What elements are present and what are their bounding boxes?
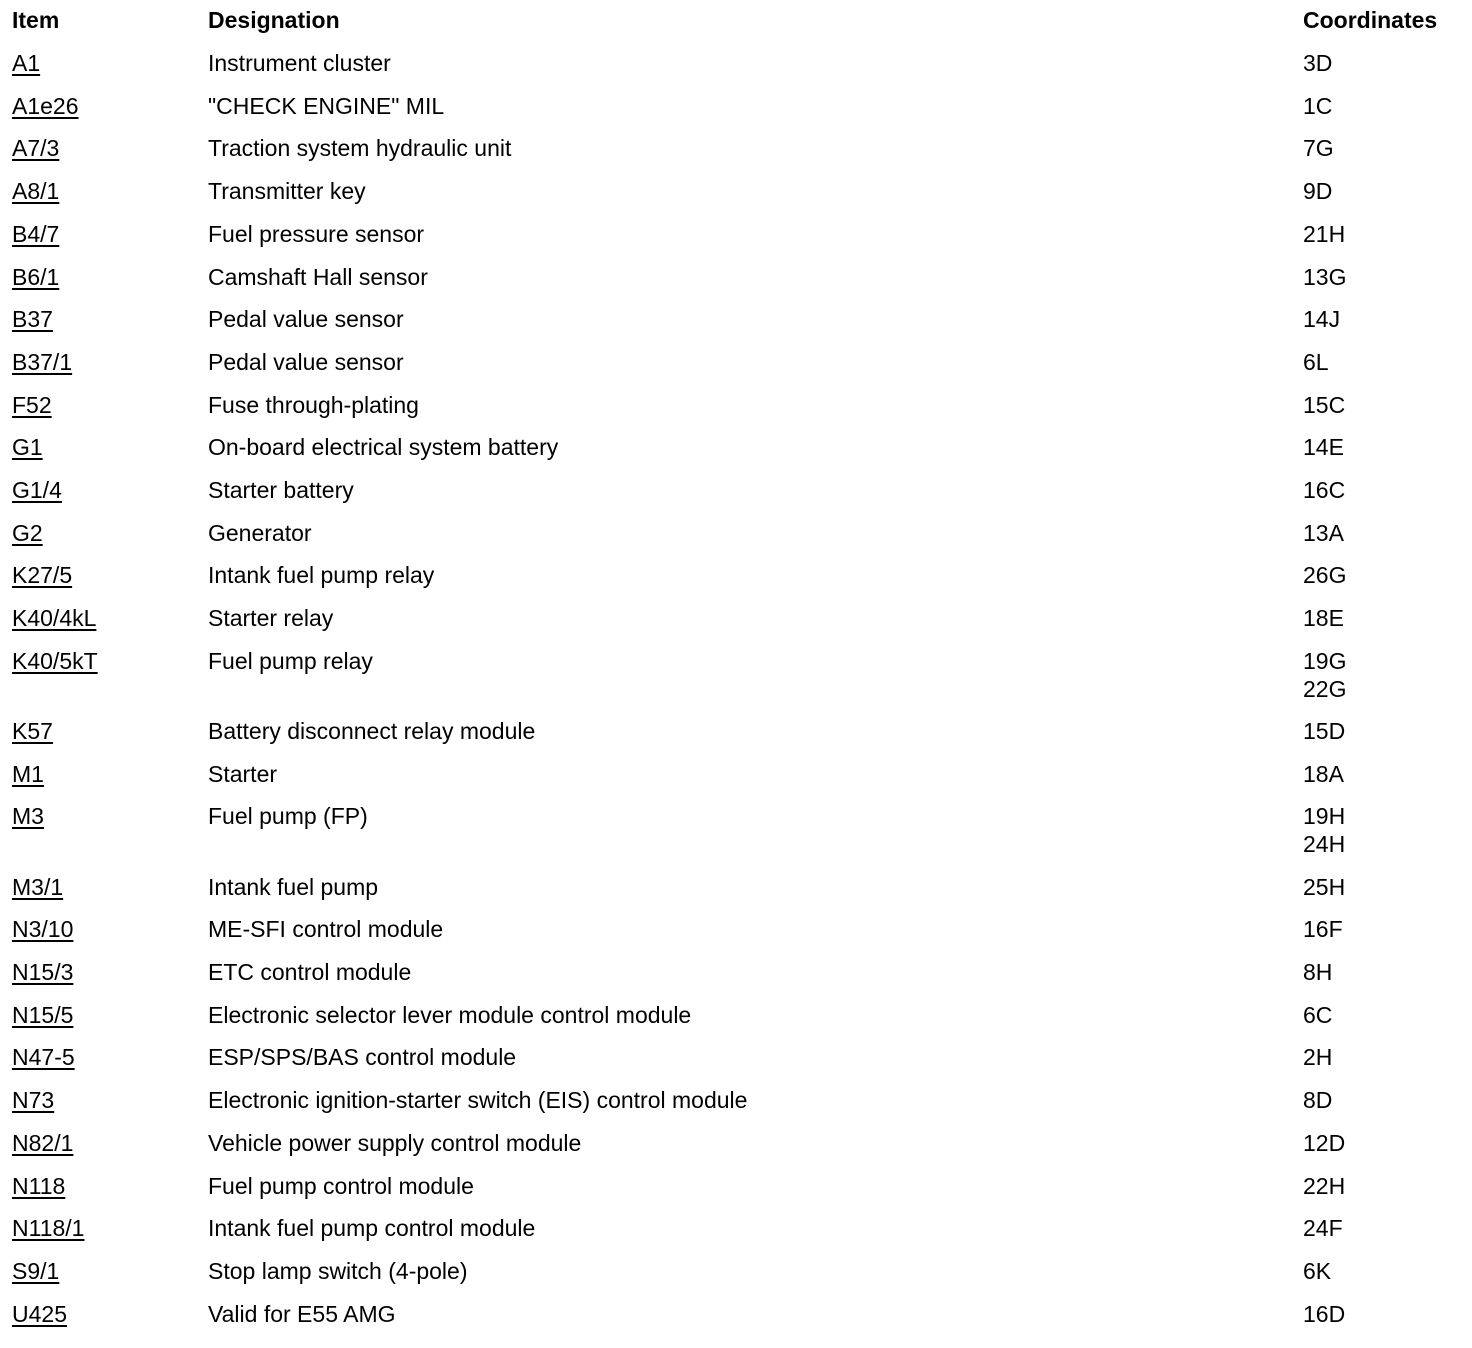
designation-cell: Valid for E55 AMG [208,1301,396,1327]
item-cell [12,134,59,162]
item-cell [12,49,40,77]
designation-cell: Traction system hydraulic unit [208,135,512,161]
designation-cell: ME-SFI control module [208,916,444,942]
item-link[interactable]: N15/5 [12,1002,74,1028]
designation-cell: ESP/SPS/BAS control module [208,1044,517,1070]
coordinate-value: 6C [1303,1002,1333,1028]
designation-cell: Starter relay [208,605,334,631]
item-link[interactable]: N3/10 [12,916,74,942]
coordinates-cell [1303,433,1344,461]
item-cell [12,760,44,788]
designation-cell: Fuel pressure sensor [208,221,425,247]
item-cell [12,1001,73,1029]
coordinate-value: 21H [1303,221,1346,247]
coordinate-value: 13A [1303,520,1344,546]
item-cell [12,177,59,205]
item-cell [12,391,52,419]
designation-cell: Fuel pump (FP) [208,803,368,829]
coordinates-cell [1303,476,1345,504]
coordinate-value: 18A [1303,761,1344,787]
designation-cell: ETC control module [208,959,412,985]
item-link[interactable]: N82/1 [12,1130,74,1156]
item-cell [12,220,59,248]
item-cell [12,519,43,547]
designation-cell: Vehicle power supply control module [208,1130,582,1156]
item-cell [12,915,73,943]
coordinates-cell [1303,1257,1331,1285]
item-cell [12,604,96,632]
designation-cell: On-board electrical system battery [208,434,559,460]
item-link[interactable]: B6/1 [12,264,60,290]
coordinate-value: 16F [1303,916,1343,942]
coordinate-value: 8H [1303,959,1333,985]
coordinates-cell [1303,1172,1345,1200]
coordinates-cell [1303,717,1345,745]
designation-cell: Starter battery [208,477,354,503]
item-link[interactable]: K40/5kT [12,648,98,674]
coordinates-cell [1303,958,1332,986]
item-link[interactable]: N118/1 [12,1215,85,1241]
item-cell [12,1129,73,1157]
header-designation: Designation [208,7,340,33]
coordinates-cell [1303,263,1346,291]
coordinate-value: 3D [1303,50,1333,76]
designation-cell: Electronic selector lever module control module [208,1002,692,1028]
item-cell [12,1172,65,1200]
item-link[interactable]: B4/7 [12,221,60,247]
coordinates-cell [1303,1129,1345,1157]
item-link[interactable]: N118 [12,1173,66,1199]
designation-cell: Stop lamp switch (4-pole) [208,1258,468,1284]
item-link[interactable]: A7/3 [12,135,60,161]
designation-cell: Intank fuel pump [208,874,379,900]
item-link[interactable]: F52 [12,392,52,418]
item-link[interactable]: A8/1 [12,178,60,204]
designation-cell: Electronic ignition-starter switch (EIS) control module [208,1087,748,1113]
designation-cell: Battery disconnect relay module [208,718,536,744]
coordinate-value: 6L [1303,349,1329,375]
coordinate-value: 6K [1303,1258,1332,1284]
designation-cell: Camshaft Hall sensor [208,264,428,290]
designation-cell: Intank fuel pump relay [208,562,435,588]
coordinate-value: 8D [1303,1087,1333,1113]
coordinates-cell [1303,220,1345,248]
header-coordinates: Coordinates [1303,7,1438,33]
designation-cell: Pedal value sensor [208,349,404,375]
coordinate-value: 16D [1303,1301,1346,1327]
coordinate-value: 19H [1303,803,1346,829]
coordinates-cell [1303,92,1332,120]
coordinates-cell [1303,391,1345,419]
designation-cell: Fuel pump control module [208,1173,474,1199]
coordinates-cell [1303,802,1345,858]
designation-cell: Starter [208,761,278,787]
coordinate-value: 7G [1303,135,1334,161]
item-link[interactable]: G1/4 [12,477,62,503]
item-link[interactable]: B37 [12,306,53,332]
item-cell [12,647,98,675]
designation-cell: Pedal value sensor [208,306,404,332]
item-link[interactable]: M3/1 [12,874,64,900]
coordinates-cell [1303,1043,1332,1071]
item-cell [12,561,72,589]
coordinate-value: 22G [1303,676,1347,702]
coordinates-cell [1303,915,1343,943]
item-cell [12,1043,75,1071]
coordinate-value: 15C [1303,392,1346,418]
item-link[interactable]: N15/3 [12,959,74,985]
coordinate-value: 24H [1303,831,1346,857]
coordinate-value: 12D [1303,1130,1346,1156]
item-cell [12,1257,59,1285]
item-cell [12,305,53,333]
item-cell [12,1214,84,1242]
coordinate-value: 2H [1303,1044,1333,1070]
coordinates-cell [1303,134,1334,162]
item-link[interactable]: G1 [12,434,43,460]
coordinates-cell [1303,49,1332,77]
designation-cell: Instrument cluster [208,50,391,76]
coordinates-cell [1303,519,1344,547]
item-link[interactable]: K27/5 [12,562,73,588]
item-link[interactable]: N73 [12,1087,55,1113]
item-cell [12,717,53,745]
item-cell [12,873,63,901]
item-link[interactable]: G2 [12,520,43,546]
item-link[interactable]: N47-5 [12,1044,75,1070]
coordinates-cell [1303,604,1344,632]
coordinate-value: 22H [1303,1173,1346,1199]
item-cell [12,476,62,504]
item-link[interactable]: A1e26 [12,93,79,119]
designation-cell: Fuel pump relay [208,648,373,674]
designation-cell: Transmitter key [208,178,366,204]
coordinate-value: 15D [1303,718,1346,744]
coordinates-cell [1303,1300,1345,1328]
designation-cell: "CHECK ENGINE" MIL [208,93,445,119]
coordinate-value: 14E [1303,434,1344,460]
item-link[interactable]: S9/1 [12,1258,60,1284]
header-item: Item [12,7,60,33]
item-link[interactable]: K57 [12,718,53,744]
designation-cell: Fuse through-plating [208,392,419,418]
coordinates-cell [1303,177,1332,205]
coordinates-cell [1303,1001,1332,1029]
item-cell [12,92,79,120]
designation-cell: Intank fuel pump control module [208,1215,536,1241]
coordinates-cell [1303,760,1344,788]
coordinates-cell [1303,1086,1332,1114]
coordinate-value: 1C [1303,93,1333,119]
item-cell [12,263,59,291]
item-cell [12,433,43,461]
coordinate-value: 26G [1303,562,1347,588]
item-cell [12,1300,67,1328]
coordinate-value: 18E [1303,605,1344,631]
coordinates-cell [1303,305,1340,333]
coordinate-value: 16C [1303,477,1346,503]
designation-cell: Generator [208,520,312,546]
coordinates-cell [1303,561,1346,589]
item-link[interactable]: U425 [12,1301,67,1327]
coordinate-value: 24F [1303,1215,1343,1241]
item-cell [12,958,73,986]
item-link[interactable]: M3 [12,803,44,829]
coordinate-value: 14J [1303,306,1341,332]
coordinates-cell [1303,647,1346,703]
coordinate-value: 13G [1303,264,1347,290]
item-link[interactable]: A1 [12,50,41,76]
item-link[interactable]: B37/1 [12,349,73,375]
coordinates-cell [1303,348,1329,376]
item-link[interactable]: K40/4kL [12,605,97,631]
coordinates-cell [1303,873,1345,901]
coordinates-cell [1303,1214,1343,1242]
item-cell [12,802,44,830]
coordinate-value: 19G [1303,648,1347,674]
item-link[interactable]: M1 [12,761,44,787]
item-cell [12,1086,54,1114]
coordinate-value: 9D [1303,178,1333,204]
item-cell [12,348,72,376]
coordinate-value: 25H [1303,874,1346,900]
